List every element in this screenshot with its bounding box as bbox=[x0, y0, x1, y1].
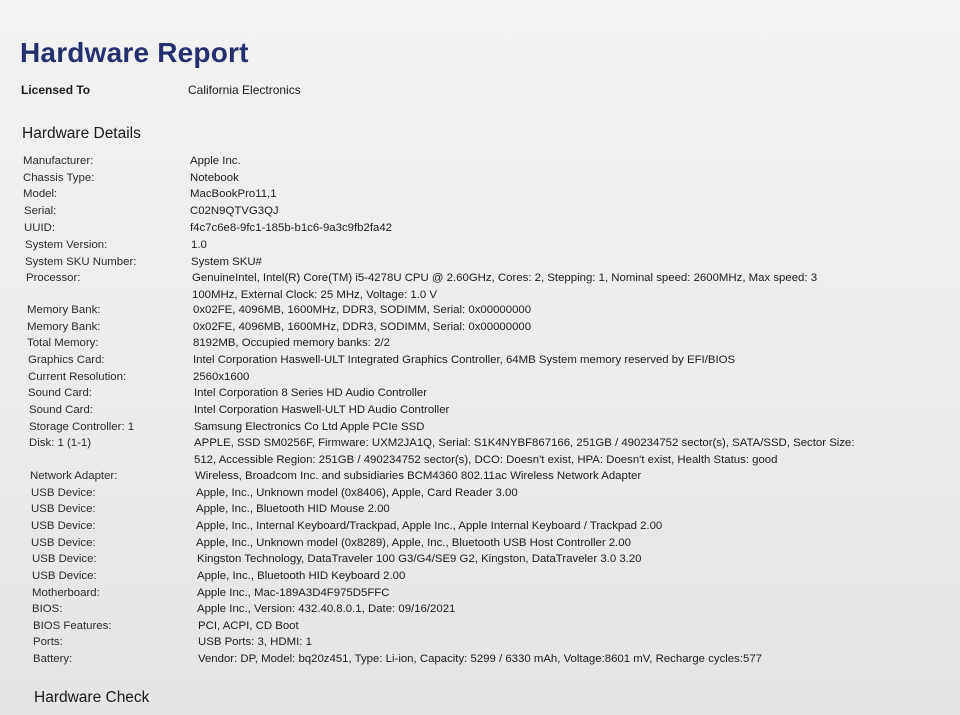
licensed-to-value: California Electronics bbox=[188, 83, 301, 97]
detail-label: System SKU Number: bbox=[25, 256, 137, 268]
detail-value: 0x02FE, 4096MB, 1600MHz, DDR3, SODIMM, Serial: 0x00000000 bbox=[193, 321, 532, 333]
detail-label: Disk: 1 (1-1) bbox=[29, 437, 92, 449]
detail-label: Memory Bank: bbox=[27, 321, 101, 333]
detail-label: USB Device: bbox=[31, 520, 96, 532]
detail-label: Current Resolution: bbox=[28, 371, 127, 383]
detail-label: Storage Controller: 1 bbox=[29, 421, 135, 433]
detail-label: Graphics Card: bbox=[28, 354, 105, 366]
detail-label: USB Device: bbox=[32, 570, 97, 582]
detail-label: Total Memory: bbox=[27, 337, 99, 349]
detail-label: USB Device: bbox=[31, 487, 96, 499]
detail-value: Intel Corporation Haswell-ULT Integrated Graphics Controller, 64MB System memory reserved by EFI/BIOS bbox=[193, 354, 736, 366]
detail-value: Wireless, Broadcom Inc. and subsidiaries BCM4360 802.11ac Wireless Network Adapter bbox=[195, 470, 642, 482]
report-title: Hardware Report bbox=[20, 37, 249, 68]
detail-value: 0x02FE, 4096MB, 1600MHz, DDR3, SODIMM, Serial: 0x00000000 bbox=[193, 304, 532, 316]
detail-value: USB Ports: 3, HDMI: 1 bbox=[198, 636, 312, 648]
detail-label: BIOS: bbox=[32, 603, 63, 615]
detail-value: Intel Corporation Haswell-ULT HD Audio Controller bbox=[194, 404, 450, 416]
detail-label: System Version: bbox=[25, 239, 108, 251]
detail-label: Serial: bbox=[24, 205, 57, 217]
hardware-details-heading: Hardware Details bbox=[22, 125, 141, 142]
detail-value: APPLE, SSD SM0256F, Firmware: UXM2JA1Q, Serial: S1K4NYBF867166, 251GB / 490234752 sector(s), SATA/SSD, Sector Size: 512, Accessible Region: 251GB / 490234752 sector(s), DCO: Doesn't exist, HPA: Doesn't exist, Health Status: good bbox=[194, 437, 855, 466]
detail-label: Model: bbox=[23, 188, 58, 200]
detail-value: Apple Inc. bbox=[190, 155, 241, 167]
detail-label: Sound Card: bbox=[29, 404, 93, 416]
detail-value: 8192MB, Occupied memory banks: 2/2 bbox=[193, 337, 390, 349]
detail-value: 1.0 bbox=[191, 239, 207, 251]
detail-value: 2560x1600 bbox=[193, 371, 250, 383]
detail-value: Apple, Inc., Unknown model (0x8406), Apple, Card Reader 3.00 bbox=[196, 487, 518, 499]
detail-label: Network Adapter: bbox=[30, 470, 118, 482]
detail-value: PCI, ACPI, CD Boot bbox=[198, 620, 299, 632]
detail-label: Chassis Type: bbox=[23, 172, 95, 184]
detail-value: GenuineIntel, Intel(R) Core(TM) i5-4278U CPU @ 2.60GHz, Cores: 2, Stepping: 1, Nominal speed: 2600MHz, Max speed: 3 100MHz, External Clock: 25 MHz, Voltage: 1.0 V bbox=[192, 272, 818, 301]
detail-value: Kingston Technology, DataTraveler 100 G3/G4/SE9 G2, Kingston, DataTraveler 3.0 3.20 bbox=[197, 553, 642, 565]
detail-value: Samsung Electronics Co Ltd Apple PCIe SSD bbox=[194, 421, 425, 433]
hardware-check-heading: Hardware Check bbox=[34, 689, 150, 706]
detail-value: Apple, Inc., Internal Keyboard/Trackpad, Apple Inc., Apple Internal Keyboard / Trackpad 2.00 bbox=[196, 520, 663, 532]
detail-value: MacBookPro11,1 bbox=[190, 188, 277, 200]
detail-label: UUID: bbox=[24, 222, 56, 234]
detail-value: Apple, Inc., Bluetooth HID Keyboard 2.00 bbox=[197, 570, 406, 582]
detail-value: Apple Inc., Mac-189A3D4F975D5FFC bbox=[197, 587, 390, 599]
detail-label: Processor: bbox=[26, 272, 81, 284]
detail-label: USB Device: bbox=[31, 537, 96, 549]
detail-value: Intel Corporation 8 Series HD Audio Controller bbox=[194, 387, 427, 399]
detail-value: Notebook bbox=[190, 172, 239, 184]
detail-value: C02N9QTVG3QJ bbox=[190, 205, 279, 217]
detail-value: Apple, Inc., Bluetooth HID Mouse 2.00 bbox=[196, 503, 390, 515]
licensed-to-label: Licensed To bbox=[21, 83, 91, 97]
detail-label: USB Device: bbox=[32, 553, 97, 565]
detail-label: Battery: bbox=[33, 653, 73, 665]
detail-label: USB Device: bbox=[31, 503, 96, 515]
detail-value: Vendor: DP, Model: bq20z451, Type: Li-ion, Capacity: 5299 / 6330 mAh, Voltage:8601 mV, Recharge cycles:577 bbox=[198, 653, 762, 665]
detail-value: System SKU# bbox=[191, 256, 262, 268]
detail-label: Sound Card: bbox=[28, 387, 92, 399]
detail-value: Apple Inc., Version: 432.40.8.0.1, Date: 09/16/2021 bbox=[197, 603, 456, 615]
detail-label: Ports: bbox=[33, 636, 63, 648]
detail-label: Motherboard: bbox=[32, 587, 100, 599]
detail-label: Manufacturer: bbox=[23, 155, 94, 167]
detail-label: BIOS Features: bbox=[33, 620, 112, 632]
detail-value: f4c7c6e8-9fc1-185b-b1c6-9a3c9fb2fa42 bbox=[190, 222, 393, 234]
detail-label: Memory Bank: bbox=[27, 304, 101, 316]
detail-value: Apple, Inc., Unknown model (0x8289), Apple, Inc., Bluetooth USB Host Controller 2.00 bbox=[196, 537, 631, 549]
